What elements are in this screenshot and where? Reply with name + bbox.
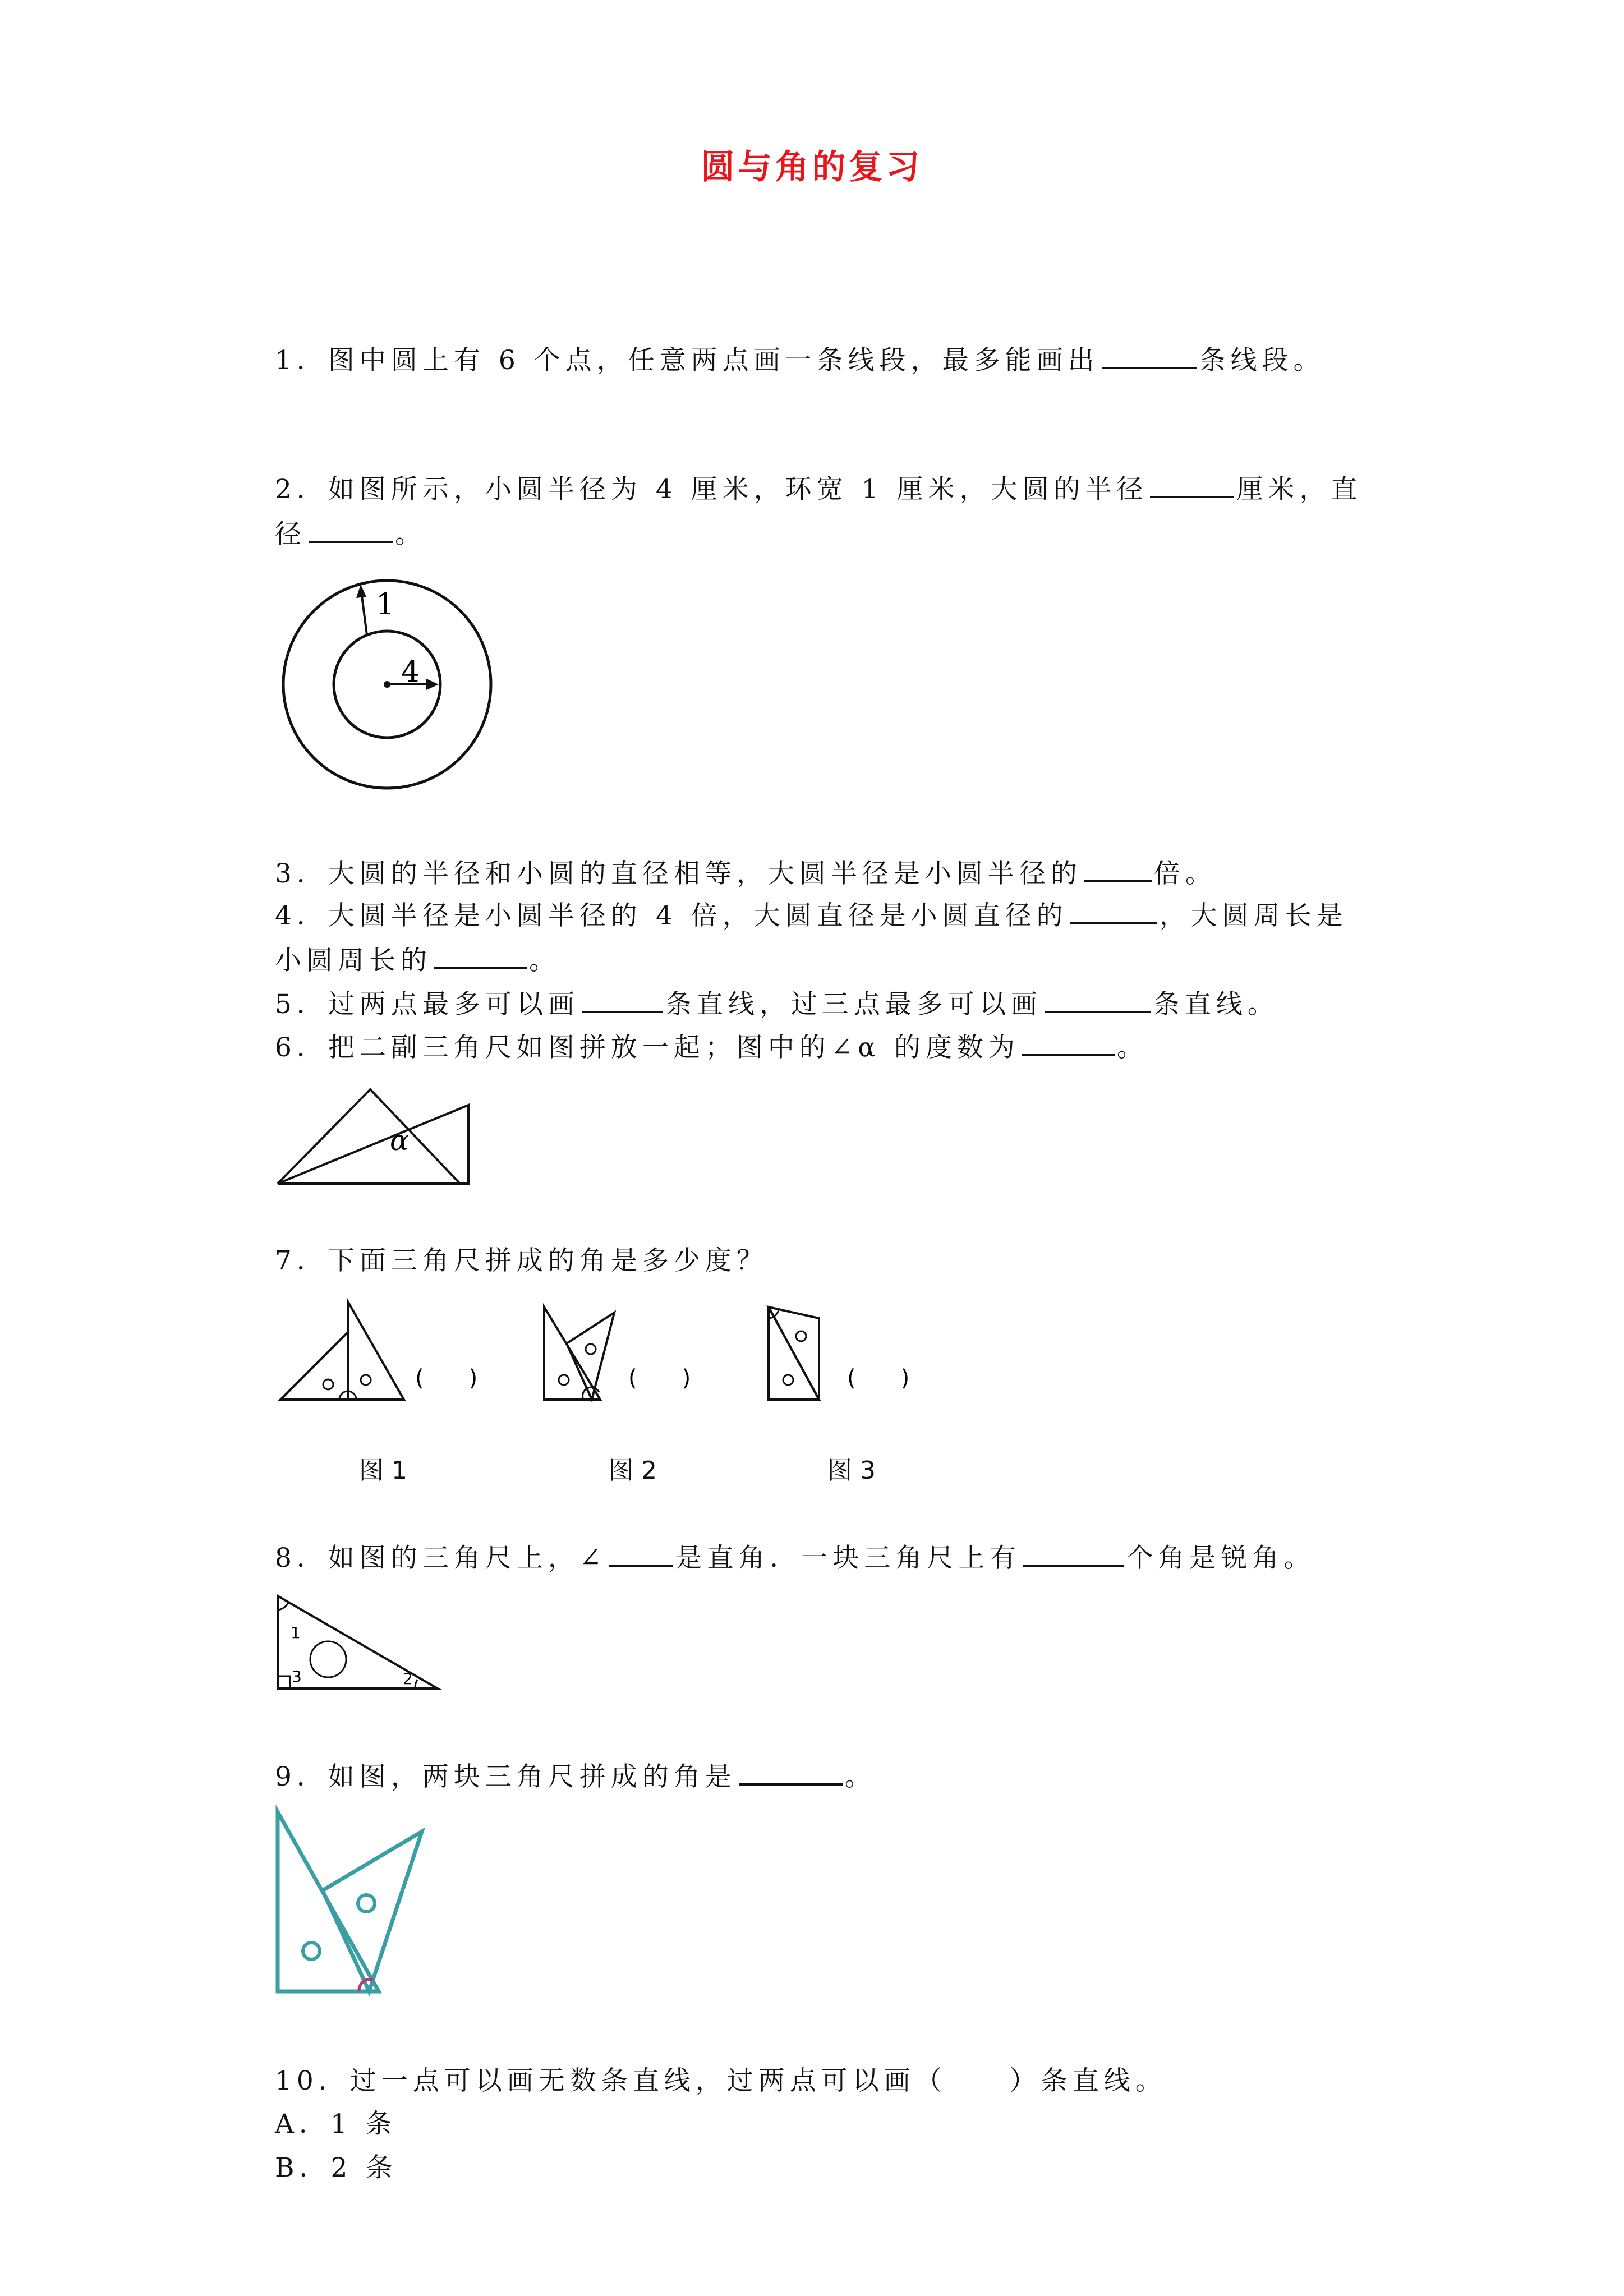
q8-blank-count[interactable] bbox=[1023, 1540, 1124, 1567]
rings-figure bbox=[275, 572, 499, 797]
q2-text-line2: 径 bbox=[275, 519, 306, 550]
q3-text-end: 倍。 bbox=[1153, 858, 1217, 889]
q1-blank[interactable] bbox=[1102, 342, 1197, 369]
fig2-triangles bbox=[539, 1296, 752, 1408]
q6-text-end: 。 bbox=[1116, 1032, 1148, 1063]
q2-text-end: 。 bbox=[395, 519, 426, 550]
q5-blank-two-points[interactable] bbox=[582, 986, 663, 1013]
option-a-label: A．1 条 bbox=[275, 2109, 397, 2139]
arrow-head-up bbox=[356, 585, 366, 598]
q9-text: 9．如图，两块三角尺拼成的角是 bbox=[275, 1761, 737, 1792]
q3-text: 3．大圆的半径和小圆的直径相等，大圆半径是小圆半径的 bbox=[275, 858, 1082, 889]
q8-text-mid: 是直角．一块三角尺上有 bbox=[675, 1543, 1022, 1573]
option-b-label: B．2 条 bbox=[275, 2152, 398, 2183]
q4-text: 4．大圆半径是小圆半径的 4 倍，大圆直径是小圆直径的 bbox=[275, 900, 1068, 931]
q2-blank-diameter[interactable] bbox=[309, 516, 393, 543]
question-2 bbox=[275, 471, 1362, 507]
q5-text: 5．过两点最多可以画 bbox=[275, 989, 579, 1020]
q8-blank-angle[interactable] bbox=[609, 1540, 673, 1567]
option-a[interactable] bbox=[275, 2108, 397, 2141]
set-square-angles-figure bbox=[275, 1593, 443, 1694]
long-triangle bbox=[278, 1105, 468, 1184]
alpha-label: α bbox=[390, 1124, 409, 1157]
q5-text-mid: 条直线，过三点最多可以画 bbox=[665, 989, 1042, 1020]
q10-text: 10．过一点可以画无数条直线，过两点可以画（ ）条直线。 bbox=[275, 2065, 1167, 2096]
q8-text: 8．如图的三角尺上，∠ bbox=[275, 1543, 607, 1573]
q5-blank-three-points[interactable] bbox=[1045, 986, 1151, 1013]
q2-text-mid: 厘米，直 bbox=[1236, 474, 1363, 505]
question-2-line2 bbox=[275, 516, 426, 551]
q2-blank-radius[interactable] bbox=[1150, 471, 1234, 498]
page-title: 圆与角的复习 bbox=[701, 148, 923, 187]
set-squares-alpha-figure bbox=[275, 1083, 471, 1186]
question-3 bbox=[275, 855, 1217, 891]
ring-width-label: 1 bbox=[376, 588, 395, 622]
fig3-paren: ( ) bbox=[847, 1365, 910, 1391]
isosceles-triangle bbox=[278, 1089, 460, 1184]
angle-2-label: 2 bbox=[403, 1669, 413, 1688]
q6-blank[interactable] bbox=[1022, 1029, 1115, 1056]
question-6 bbox=[275, 1029, 1148, 1065]
question-10 bbox=[275, 2064, 1167, 2098]
fig1-triangles bbox=[275, 1296, 488, 1408]
q1-text-end: 条线段。 bbox=[1199, 345, 1325, 376]
question-5 bbox=[275, 986, 1279, 1022]
q2-text: 2．如图所示，小圆半径为 4 厘米，环宽 1 厘米，大圆的半径 bbox=[275, 474, 1148, 505]
option-b[interactable] bbox=[275, 2151, 397, 2185]
fig2-caption: 图 2 bbox=[609, 1456, 657, 1485]
fig1-paren: ( ) bbox=[415, 1365, 478, 1391]
angle-3-label: 3 bbox=[292, 1667, 302, 1686]
q9-blank[interactable] bbox=[739, 1759, 843, 1786]
fig3-triangles bbox=[763, 1296, 976, 1408]
q9-text-end: 。 bbox=[844, 1761, 876, 1792]
angle-1-label: 1 bbox=[291, 1623, 301, 1642]
question-1 bbox=[275, 342, 1325, 378]
fig2-paren: ( ) bbox=[628, 1365, 691, 1391]
question-7 bbox=[275, 1244, 768, 1278]
question-4-line2 bbox=[275, 942, 560, 978]
q4-text-mid: ，大圆周长是 bbox=[1159, 900, 1348, 931]
question-8 bbox=[275, 1540, 1315, 1575]
q1-text: 1．图中圆上有 6 个点，任意两点画一条线段，最多能画出 bbox=[275, 345, 1099, 376]
q4-blank-circumference[interactable] bbox=[434, 942, 527, 969]
question-9 bbox=[275, 1759, 876, 1794]
teal-set-squares-figure bbox=[275, 1809, 432, 1997]
small-radius-label: 4 bbox=[401, 655, 420, 689]
fig3-caption: 图 3 bbox=[827, 1456, 876, 1485]
q8-text-end: 个角是锐角。 bbox=[1126, 1543, 1315, 1573]
q3-blank[interactable] bbox=[1084, 855, 1152, 882]
question-4 bbox=[275, 898, 1348, 933]
q4-blank-diameter[interactable] bbox=[1070, 898, 1157, 924]
q4-text-end: 。 bbox=[529, 945, 560, 976]
q6-text: 6．把二副三角尺如图拼放一起；图中的∠α 的度数为 bbox=[275, 1032, 1020, 1063]
fig1-caption: 图 1 bbox=[359, 1456, 407, 1485]
q4-text-line2: 小圆周长的 bbox=[275, 945, 432, 976]
ring-width-line bbox=[362, 596, 367, 635]
q7-text: 7．下面三角尺拼成的角是多少度？ bbox=[275, 1245, 768, 1276]
q5-text-end: 条直线。 bbox=[1153, 989, 1279, 1020]
arrow-head-right bbox=[426, 679, 439, 690]
